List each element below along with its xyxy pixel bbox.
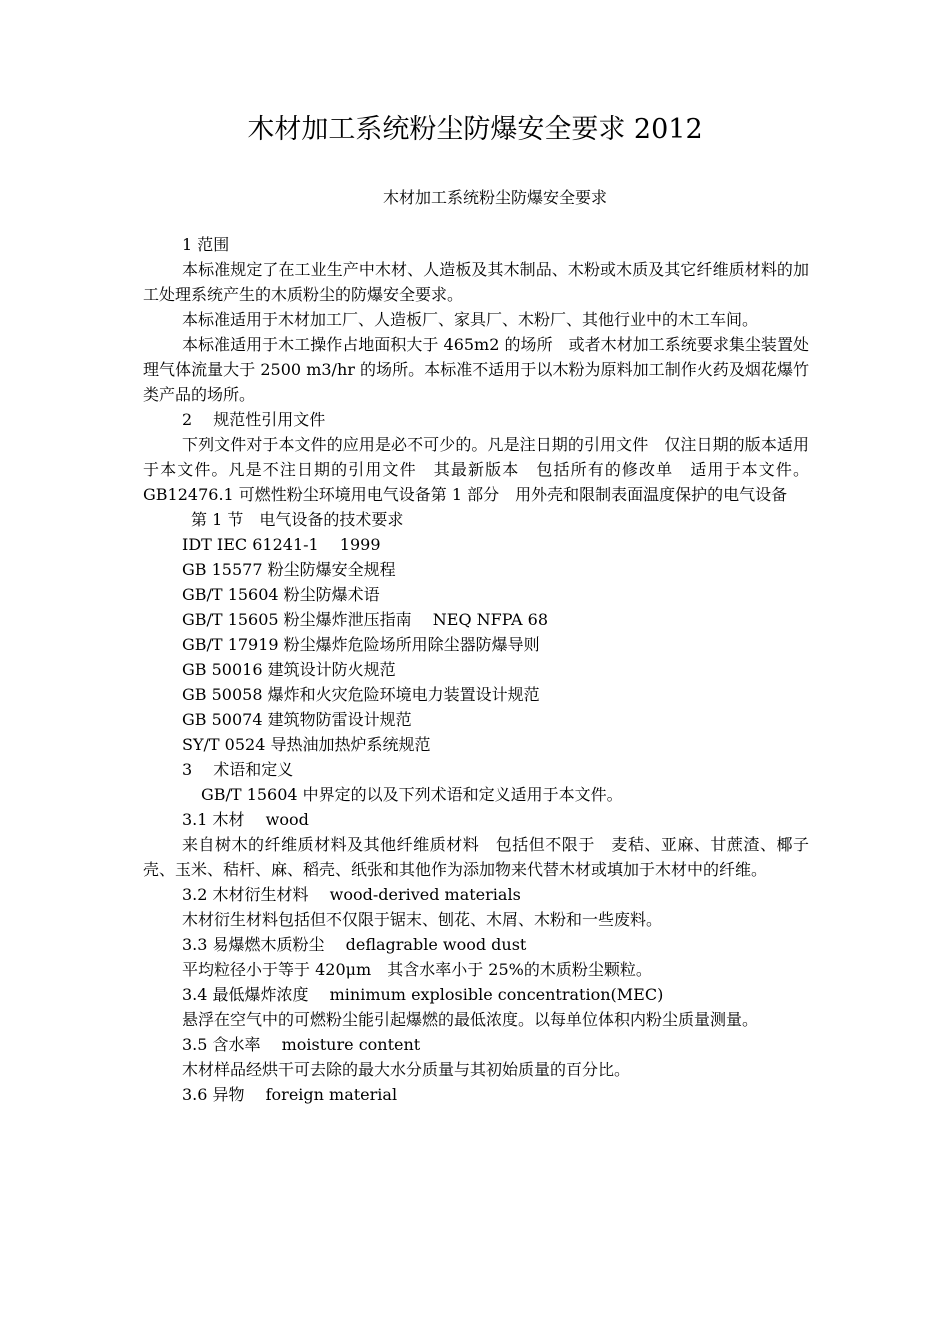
section-3-heading: 3 术语和定义	[182, 760, 294, 779]
reference-item: GB/T 15605 粉尘爆炸泄压指南 NEQ NFPA 68	[182, 610, 549, 629]
reference-item: SY/T 0524 导热油加热炉系统规范	[182, 735, 431, 754]
term-heading-wood-derived: 3.2 木材衍生材料 wood-derived materials	[182, 885, 521, 904]
section-1-paragraph-2: 本标准适用于木材加工厂、人造板厂、家具厂、木粉厂、其他行业中的木工车间。	[182, 310, 759, 329]
term-heading-moisture: 3.5 含水率 moisture content	[182, 1035, 421, 1054]
section-2-subline: 第 1 节 电气设备的技术要求	[191, 510, 404, 529]
term-heading-mec: 3.4 最低爆炸浓度 minimum explosible concentration(MEC)	[182, 985, 664, 1004]
reference-item: GB/T 17919 粉尘爆炸危险场所用除尘器防爆导则	[182, 635, 540, 654]
reference-item: GB 15577 粉尘防爆安全规程	[182, 560, 396, 579]
term-definition-deflagrable-dust: 平均粒径小于等于 420μm 其含水率小于 25%的木质粉尘颗粒。	[182, 960, 652, 979]
term-definition-moisture: 木材样品经烘干可去除的最大水分质量与其初始质量的百分比。	[182, 1060, 631, 1079]
reference-item: GB 50016 建筑设计防火规范	[182, 660, 396, 679]
reference-item: GB 50074 建筑物防雷设计规范	[182, 710, 412, 729]
section-2-heading: 2 规范性引用文件	[182, 410, 326, 429]
document-subtitle: 木材加工系统粉尘防爆安全要求	[382, 188, 607, 207]
reference-item: GB/T 15604 粉尘防爆术语	[182, 585, 380, 604]
term-definition-mec: 悬浮在空气中的可燃粉尘能引起爆燃的最低浓度。以每单位体积内粉尘质量测量。	[182, 1010, 759, 1029]
reference-item: IDT IEC 61241-1 1999	[182, 535, 381, 554]
section-1-paragraph-1: 本标准规定了在工业生产中木材、人造板及其木制品、木粉或木质及其它纤维质材料的加工处理系统产生的木质粉尘的防爆安全要求。	[143, 260, 809, 304]
term-definition-wood: 来自树木的纤维质材料及其他纤维质材料 包括但不限于 麦秸、亚麻、甘蔗渣、椰子壳、玉米、秸杆、麻、稻壳、纸张和其他作为添加物来代替木材或填加于木材中的纤维。	[143, 835, 809, 879]
term-heading-foreign-material: 3.6 异物 foreign material	[182, 1085, 398, 1104]
reference-item: GB 50058 爆炸和火灾危险环境电力装置设计规范	[182, 685, 540, 704]
section-3-intro: GB/T 15604 中界定的以及下列术语和定义适用于本文件。	[201, 785, 623, 804]
term-heading-deflagrable-dust: 3.3 易爆燃木质粉尘 deflagrable wood dust	[182, 935, 527, 954]
section-1-paragraph-3: 本标准适用于木工操作占地面积大于 465m2 的场所 或者木材加工系统要求集尘装置处理气体流量大于 2500 m3/hr 的场所。本标准不适用于以木粉为原料加工制作火药及烟花爆竹类产品的场所。	[143, 335, 809, 404]
term-heading-wood: 3.1 木材 wood	[182, 810, 309, 829]
document-title: 木材加工系统粉尘防爆安全要求 2012	[247, 114, 703, 145]
section-1-heading: 1 范围	[182, 235, 230, 254]
term-definition-wood-derived: 木材衍生材料包括但不仅限于锯末、刨花、木屑、木粉和一些废料。	[182, 910, 663, 929]
document-body	[143, 232, 809, 1107]
section-2-paragraph: 下列文件对于本文件的应用是必不可少的。凡是注日期的引用文件 仅注日期的版本适用于本文件。凡是不注日期的引用文件 其最新版本 包括所有的修改单 适用于本文件。GB12476.1 可燃性粉尘环境用电气设备第 1 部分 用外壳和限制表面温度保护的电气设备	[143, 435, 809, 504]
